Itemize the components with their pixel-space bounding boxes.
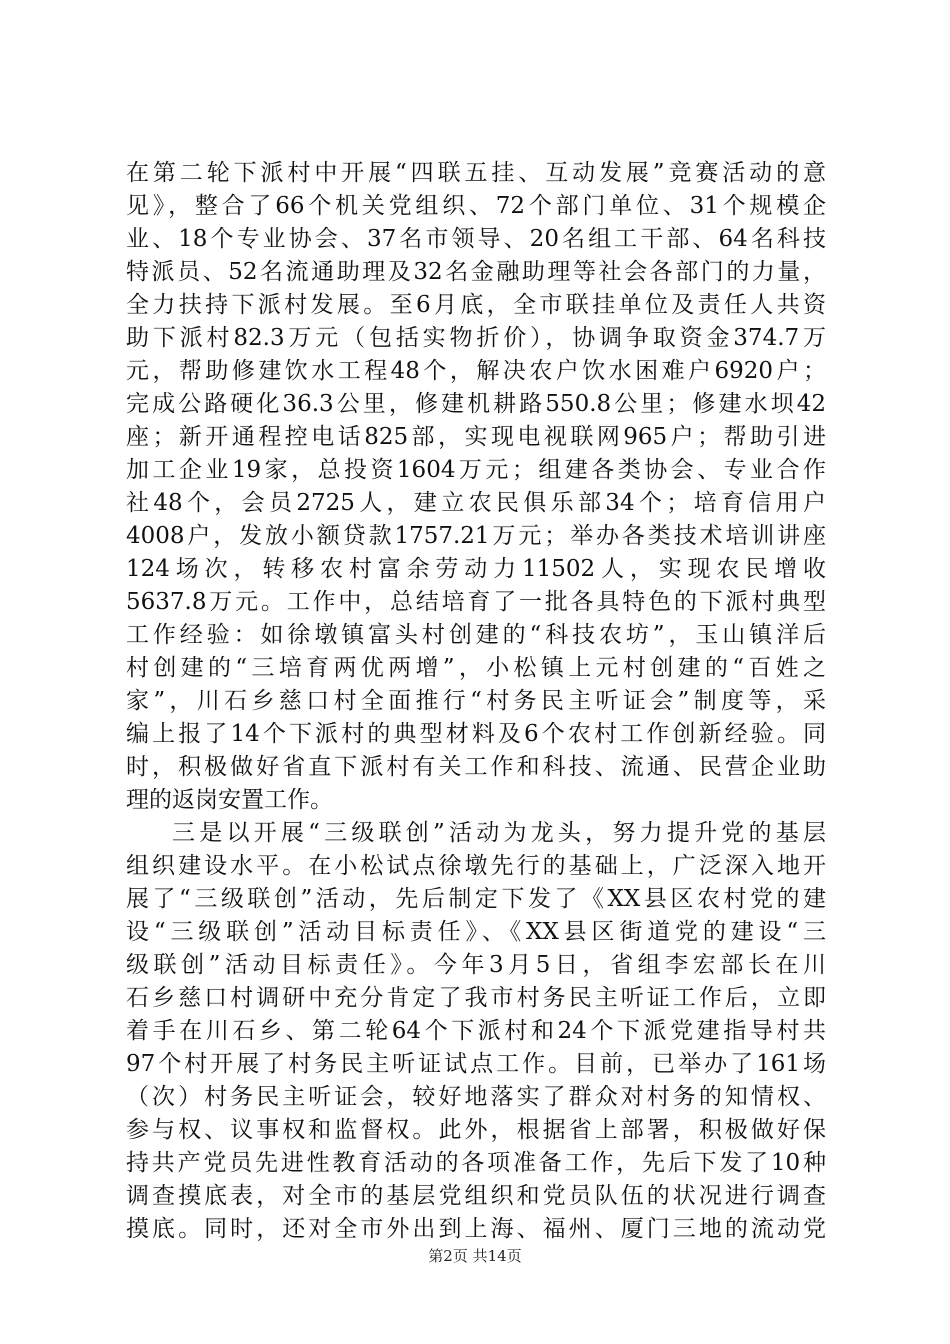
text-line: 座；新开通程控电话825部，实现电视联网965户；帮助引进: [126, 424, 826, 450]
text-line: （次）村务民主听证会，较好地落实了群众对村务的知情权、: [126, 1084, 826, 1110]
text-line: 加工企业19家，总投资1604万元；组建各类协会、专业合作: [126, 457, 826, 483]
text-line: 三是以开展“三级联创”活动为龙头，努力提升党的基层: [172, 820, 826, 846]
text-line: 4008户，发放小额贷款1757.21万元；举办各类技术培训讲座: [126, 523, 826, 549]
text-line: 着手在川石乡、第二轮64个下派村和24个下派党建指导村共: [126, 1018, 826, 1044]
text-line: 特派员、52名流通助理及32名金融助理等社会各部门的力量，: [126, 259, 826, 285]
text-line: 社48个，会员2725人，建立农民俱乐部34个；培育信用户: [126, 490, 826, 516]
text-line: 全力扶持下派村发展。至6月底，全市联挂单位及责任人共资: [126, 292, 826, 318]
page-number-label: 第2页 共14页: [428, 1247, 522, 1265]
text-line: 97个村开展了村务民主听证试点工作。目前，已举办了161场: [126, 1051, 826, 1077]
text-line: 参与权、议事权和监督权。此外，根据省上部署，积极做好保: [126, 1117, 826, 1143]
text-line: 持共产党员先进性教育活动的各项准备工作，先后下发了10种: [126, 1150, 826, 1176]
paragraph-2: [126, 817, 826, 1246]
text-line: 组织建设水平。在小松试点徐墩先行的基础上，广泛深入地开: [126, 853, 826, 879]
text-line: 摸底。同时，还对全市外出到上海、福州、厦门三地的流动党: [126, 1216, 826, 1242]
text-line: 村创建的“三培育两优两增”，小松镇上元村创建的“百姓之: [126, 655, 826, 681]
text-line: 工作经验：如徐墩镇富头村创建的“科技农坊”，玉山镇洋后: [126, 622, 826, 648]
text-line: 见》，整合了66个机关党组织、72个部门单位、31个规模企: [126, 193, 826, 219]
text-line: 完成公路硬化36.3公里，修建机耕路550.8公里；修建水坝42: [126, 391, 826, 417]
text-line: 5637.8万元。工作中，总结培育了一批各具特色的下派村典型: [126, 589, 826, 615]
text-line: 石乡慈口村调研中充分肯定了我市村务民主听证工作后，立即: [126, 985, 826, 1011]
document-body: [126, 157, 826, 1246]
text-line: 家”，川石乡慈口村全面推行“村务民主听证会”制度等，采: [126, 688, 826, 714]
page-footer: [0, 1246, 950, 1266]
text-line: 理的返岗安置工作。: [126, 787, 333, 813]
text-line: 设“三级联创”活动目标责任》、《XX县区街道党的建设“三: [126, 919, 826, 945]
text-line: 124场次，转移农村富余劳动力11502人，实现农民增收: [126, 556, 826, 582]
text-line: 级联创”活动目标责任》。今年3月5日，省组李宏部长在川: [126, 952, 826, 978]
text-line: 时，积极做好省直下派村有关工作和科技、流通、民营企业助: [126, 754, 826, 780]
text-line: 助下派村82.3万元（包括实物折价），协调争取资金374.7万: [126, 325, 826, 351]
text-line: 元，帮助修建饮水工程48个，解决农户饮水困难户6920户；: [126, 358, 826, 384]
text-line: 在第二轮下派村中开展“四联五挂、互动发展”竞赛活动的意: [126, 160, 826, 186]
text-line: 业、18个专业协会、37名市领导、20名组工干部、64名科技: [126, 226, 826, 252]
text-line: 编上报了14个下派村的典型材料及6个农村工作创新经验。同: [126, 721, 826, 747]
text-line: 展了“三级联创”活动，先后制定下发了《XX县区农村党的建: [126, 886, 826, 912]
text-line: 调查摸底表，对全市的基层党组织和党员队伍的状况进行调查: [126, 1183, 826, 1209]
paragraph-1: [126, 157, 826, 817]
